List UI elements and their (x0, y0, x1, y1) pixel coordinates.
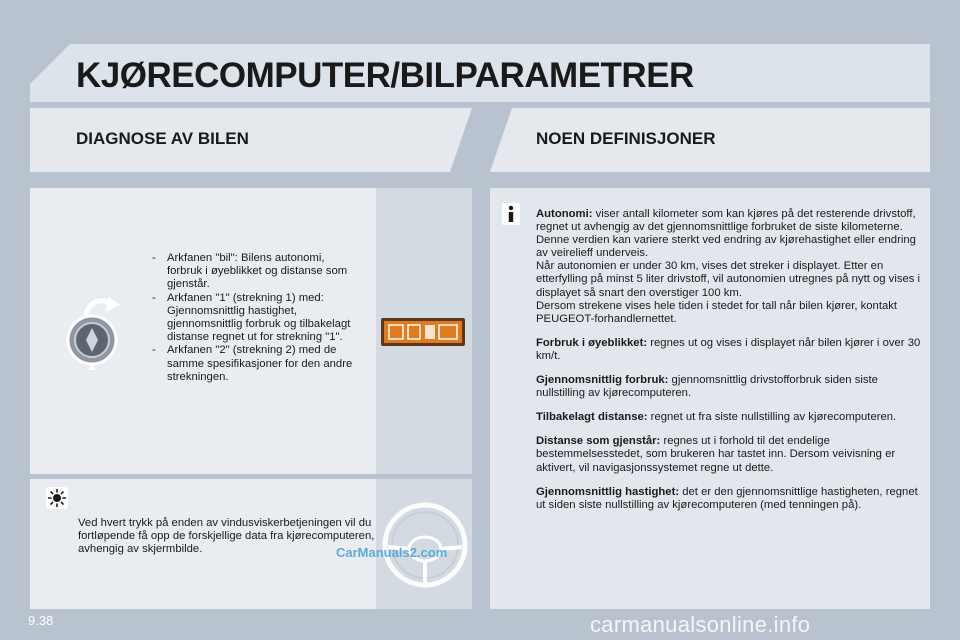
display-screen-icon (381, 318, 465, 346)
bullet-text: Arkfanen "2" (strekning 2) med de samme spesifikasjoner for den andre strekningen. (167, 344, 353, 383)
definition-term: Distanse som gjenstår: (536, 435, 661, 448)
definition-item (536, 337, 922, 363)
page-title: KJØRECOMPUTER/BILPARAMETRER (76, 56, 694, 95)
definition-text: regnes ut og vises i displayet når bilen kjører i over 30 km/t. (536, 336, 921, 362)
bullet-dash: - (152, 252, 156, 264)
left-section-title: DIAGNOSE AV BILEN (76, 129, 249, 148)
watermark-site-text[interactable]: CarManuals2.com (336, 545, 448, 560)
bullet-dash: - (152, 291, 156, 304)
definition-extra: Dersom strekene vises hele tiden i stedet for tall når bilen kjører, kontakt PEUGEOT-forhandlernettet. (536, 299, 898, 325)
bullet-text: Arkfanen "1" (strekning 1) med: Gjennomsnittlig hastighet, gjennomsnittlig forbruk og tilbakelagt distanse regnet ut for strekning "1". (167, 291, 351, 344)
bullet-dash: - (152, 344, 156, 357)
rotary-knob-icon (64, 290, 130, 372)
definition-text: viser antall kilometer som kan kjøres på det resterende drivstoff, regnet ut avhengig av det gjennomsnittlige forbruket de siste kilometerne. (536, 208, 916, 234)
definition-extra: Denne verdien kan variere sterkt ved endring av kjørehastighet eller endring av veirelieff underveis. (536, 234, 916, 260)
definition-term: Autonomi: (536, 208, 593, 220)
definition-term: Gjennomsnittlig forbruk: (536, 374, 669, 387)
definition-item (536, 411, 922, 424)
definition-extra: Når autonomien er under 30 km, vises det streker i displayet. Etter en etterfylling på minst 5 liter drivstoff, vil autonomien utregnes på nytt og vises i displayet så snart den overstiger 100 km. (536, 260, 921, 299)
tab-description-list (152, 252, 362, 384)
definition-text: gjennomsnittlig drivstofforbruk siden siste nullstilling av kjørecomputeren. (536, 374, 878, 400)
definition-term: Gjennomsnittlig hastighet: (536, 485, 680, 498)
definition-item (536, 208, 922, 326)
info-icon (502, 203, 520, 225)
watermark-bottom-text[interactable]: carmanualsonline.info (590, 612, 811, 637)
definition-term: Tilbakelagt distanse: (536, 411, 648, 424)
definition-text: regnes ut i forhold til det endelige bestemmelsesstedet, som brukeren har tastet inn. Dersom veivisning er aktivert, vil navigasjonssystemet regne ut dette. (536, 435, 896, 474)
definitions-list (536, 208, 922, 523)
page-number: 9.38 (28, 613, 54, 628)
list-item (152, 292, 362, 345)
tip-text: Ved hvert trykk på enden av vindusviskerbetjeningen vil du fortløpende få opp de forskjellige data fra kjørecomputeren, avhengig av skjermbilde. (78, 517, 375, 556)
right-section-title: NOEN DEFINISJONER (536, 129, 716, 148)
definition-term: Forbruk i øyeblikket: (536, 336, 648, 349)
definition-text: det er den gjennomsnittlige hastigheten, regnet ut siden siste nullstilling av kjørecomputeren (med tenningen på). (536, 485, 918, 511)
bullet-text: Arkfanen "bil": Bilens autonomi, forbruk i øyeblikket og distanse som gjenstår. (167, 252, 348, 291)
definition-item (536, 374, 922, 400)
definition-item (536, 435, 922, 474)
list-item (152, 344, 362, 384)
list-item (152, 252, 362, 292)
definition-text: regnet ut fra siste nullstilling av kjørecomputeren. (647, 411, 897, 424)
sun-icon (46, 487, 68, 509)
definition-item (536, 486, 922, 512)
